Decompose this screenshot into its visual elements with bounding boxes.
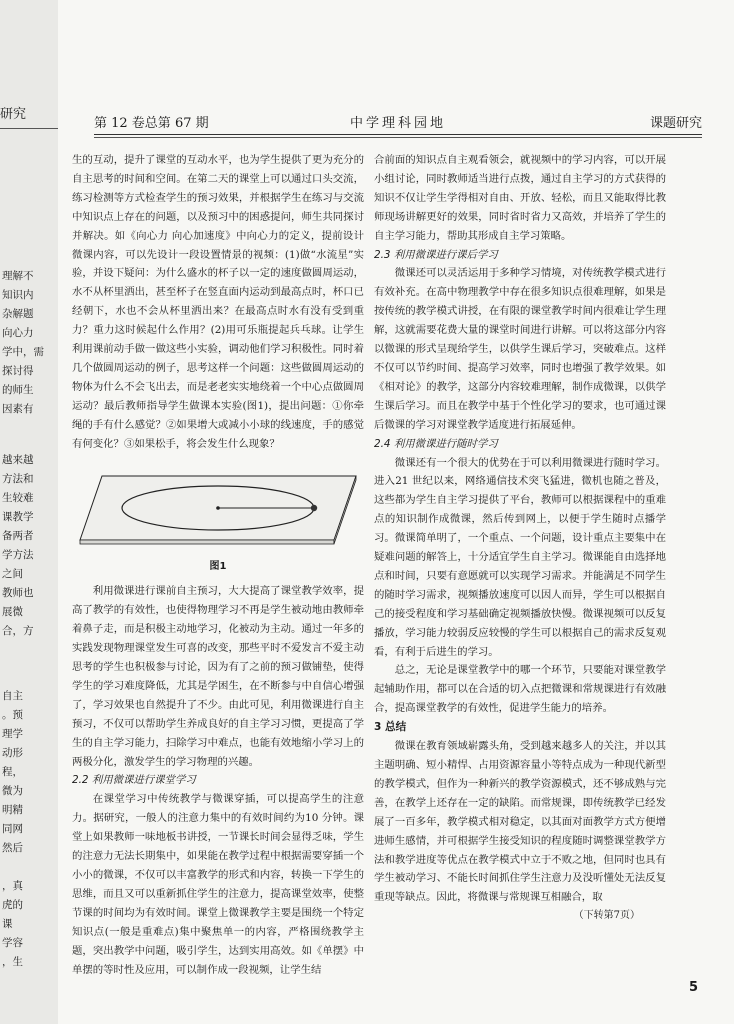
previous-page-fragment: 程， — [2, 766, 23, 778]
figure-1 — [72, 460, 364, 556]
previous-page-fragment: 学容 — [2, 937, 23, 949]
circular-motion-illustration — [72, 460, 364, 556]
header-rule — [94, 134, 702, 135]
previous-page-fragment: 知识内 — [2, 289, 34, 301]
previous-page-fragment: 杂解题 — [2, 308, 34, 320]
header-rule-thin — [94, 137, 702, 138]
right-column — [374, 151, 666, 926]
previous-page-fragment: 因素有 — [2, 403, 34, 415]
previous-page-fragment: 探讨得 — [2, 365, 34, 377]
previous-page-fragment: 越来越 — [2, 454, 34, 466]
previous-page-fragment: 方法和 — [2, 473, 34, 485]
journal-title: 中学理科园地 — [349, 116, 446, 131]
previous-page-fragment: 然后 — [2, 842, 23, 854]
section-heading: 2.4 利用微课进行随时学习 — [374, 437, 498, 450]
previous-page-fragment: 的师生 — [2, 384, 34, 396]
journal-page — [58, 0, 734, 1024]
section-label: 课题研究 — [649, 116, 702, 131]
section-heading: 2.3 利用微课进行课后学习 — [374, 248, 498, 261]
previous-page-fragment: 虎的 — [2, 899, 23, 911]
previous-page-header: 研究 — [0, 107, 27, 122]
previous-page-edge — [0, 0, 59, 1024]
paragraph: 总之，无论是课堂教学中的哪一个环节，只要能对课堂教学起辅助作用，都可以在合适的切入点把微课和常规课进行有效融合，提高课堂教学的有效性，促进学生能力的培养。 — [374, 664, 666, 715]
previous-page-fragment: 。预 — [2, 709, 23, 721]
previous-page-fragment: 向心力 — [2, 327, 34, 339]
paragraph: 利用微课进行课前自主预习，大大提高了课堂教学效率，提高了教学的有效性，也使得物理学习不再是学生被动地由教师牵着鼻子走，而是积极主动地学习，化被动为主动。通过一年多的实践发现物理课堂发生可喜的改变，那些平时不爱发言不爱主动思考的学生也积极参与讨论，因为有了之前的预习做铺垫，使得学生的学习难度降低，尤其是学困生，在不断参与中自信心增强了，学习效果也自然提升了不少。由此可见，利用微课进行自主预习，不仅可以帮助学生养成良好的自主学习习惯，更提高了学生的自主学习能力，扫除学习中难点，也能有效地缩小学习上的两极分化，激发学生的学习物理的兴趣。 — [72, 585, 364, 768]
previous-page-fragment: 备两者 — [2, 530, 34, 542]
previous-page-fragment: 理学 — [2, 728, 23, 740]
paragraph: 微课还可以灵活运用于多种学习情境，对传统教学模式进行有效补充。在高中物理教学中存在很多知识点很难理解，如果是按传统的教学模式讲授，在有限的课堂教学时间内很难让学生理解，这就需要花费大量的课堂时间进行讲解。可以将这部分内容以微课的形式呈现给学生，以供学生课后学习，突破难点。这样不仅可以节约时间、提高学习效率，同时也增强了教学效果。如《相对论》的教学，这部分内容较难理解，制作成微课，以供学生课后学习。而且在教学中基于个性化学习的要求，也可通过课后微课的学习对课堂教学适度进行拓展延伸。 — [374, 267, 666, 431]
previous-page-fragment: 学方法 — [2, 549, 34, 561]
previous-page-fragment: 自主 — [2, 690, 23, 702]
previous-page-fragment: 生较难 — [2, 492, 34, 504]
previous-page-fragment: 微为 — [2, 785, 23, 797]
running-header — [94, 112, 702, 134]
previous-page-fragment: 明精 — [2, 804, 23, 816]
previous-page-fragment: 之间 — [2, 568, 23, 580]
previous-page-fragment: 理解不 — [2, 270, 34, 282]
previous-page-fragment: 教师也 — [2, 587, 34, 599]
continued-note: （下转第7页） — [573, 910, 640, 922]
previous-page-fragment: 展微 — [2, 606, 23, 618]
paragraph: 微课在教育领域崭露头角，受到越来越多人的关注，并以其主题明确、短小精悍、占用资源容量小等特点成为一种现代新型的教学模式，但作为一种新兴的教学资源模式，还不够成熟与完善，在教学上还存在一定的缺陷。而常规课，即传统教学已经发展了一百多年，教学模式相对稳定，以其面对面教学方式方便增进师生感情，并可根据学生接受知识的程度随时调整课堂教学方法和教学进度等优点在教学模式中立于不败之地，但同时也具有学生被动学习、不能长时间抓住学生注意力及没听懂处无法反复重现等缺点。因此，将微课与常规课互相融合，取 — [374, 740, 666, 904]
previous-page-fragment: 课教学 — [2, 511, 34, 523]
previous-page-header-rule — [0, 128, 58, 129]
left-column — [72, 151, 364, 979]
paragraph: 合前面的知识点自主观看领会，就视频中的学习内容，可以开展小组讨论，同时教师适当进行点拨，通过自主学习的方式获得的知识不仅让学生学得相对自由、开放、轻松，而且又能取得比教师现场讲解更好的效果，同时省时省力又高效，并培养了学生的自主学习能力，帮助其形成自主学习策略。 — [374, 154, 666, 242]
previous-page-fragment: ，真 — [2, 880, 23, 892]
previous-page-fragment: 课 — [2, 918, 13, 930]
issue-label: 第 12 卷总第 67 期 — [94, 116, 209, 131]
paragraph: 在课堂学习中传统教学与微课穿插，可以提高学生的注意力。据研究，一般人的注意力集中的有效时间约为10 分钟。课堂上如果教师一味地板书讲授，一节课长时间会显得乏味，学生的注意力无法长期集中，如果能在教学过程中根据需要穿插一个小小的微课，不仅可以丰富教学的形式和内容，转换一下学生的思维，而且又可以重新抓住学生的注意力，提高课堂效率，使整节课的时间均为有效时间。课堂上微课教学主要是围绕一个特定知识点(一般是重难点)集中聚焦单一的内容，严格围绕教学主题，突出教学中问题，吸引学生，达到实用高效。如《单摆》中单摆的等时性及应用，可以制作成一段视频，让学生结 — [72, 793, 364, 976]
previous-page-fragment: 学中，需 — [2, 346, 44, 358]
paragraph: 生的互动，提升了课堂的互动水平，也为学生提供了更为充分的自主思考的时间和空间。在第二天的课堂上可以通过口头交流，练习检测等方式检查学生的预习效果，并根据学生在练习与交流中知识点上存在的问题，以及预习中的困惑提问，师生共同探讨并解决。如《向心力 向心加速度》中向心力的定义，提前设计微课内容，可以先设计一段设置情景的视频：(1)做“水流星”实验，并设下疑问：为什么盛水的杯子以一定的速度做圆周运动，水不从杯里洒出，甚至杯子在竖直面内运动到最高点时，杯口已经朝下，水也不会从杯里洒出来？在最高点时水有没有受到重力？重力这时候起什么作用？(2)用可乐瓶提起兵乓球。让学生利用课前动手做一做这些小实验，调动他们学习积极性。同时着几个做圆周运动的例子，思考这样一个问题：这些做圆周运动的物体为什么不会飞出去，而是老老实实地绕着一个中心点做圆周运动？最后教师指导学生做课本实验(图1)，提出问题：①你牵绳的手有什么感觉？②如果增大或减小小球的线速度，手的感觉有何变化？③如果松手，将会发生什么现象？ — [72, 154, 364, 450]
previous-page-fragment: 动形 — [2, 747, 23, 759]
paragraph: 微课还有一个很大的优势在于可以利用微课进行随时学习。进入21 世纪以来，网络通信技术突飞猛进，微机也随之普及，这些都为学生自主学习提供了平台，教师可以根据课程中的重难点的知识制作成微课，然后传到网上，以便于学生随时点播学习。微课简单明了，一个重点、一个问题，设计重点主要集中在疑难问题的解答上，十分适宜学生自主学习。微课能自由选择地点和时间，只要有意愿就可以实现学习需求。并能满足不同学生的随时学习需求，视频播放速度可以因人而异，学生可以根据自己的接受程度和学习基础确定视频播放快慢。微课视频可以反复播放，学习能力较弱反应较慢的学生可以根据自己的需求反复观看，有利于后进生的学习。 — [374, 456, 666, 658]
section-heading: 2.2 利用微课进行课堂学习 — [72, 774, 196, 787]
previous-page-fragment: 合，方 — [2, 625, 34, 637]
section-heading: 3 总结 — [374, 721, 407, 734]
page-number: 5 — [688, 980, 698, 995]
previous-page-fragment: 同网 — [2, 823, 23, 835]
figure-caption: 图1 — [209, 560, 227, 572]
previous-page-fragment: ，生 — [2, 956, 23, 968]
